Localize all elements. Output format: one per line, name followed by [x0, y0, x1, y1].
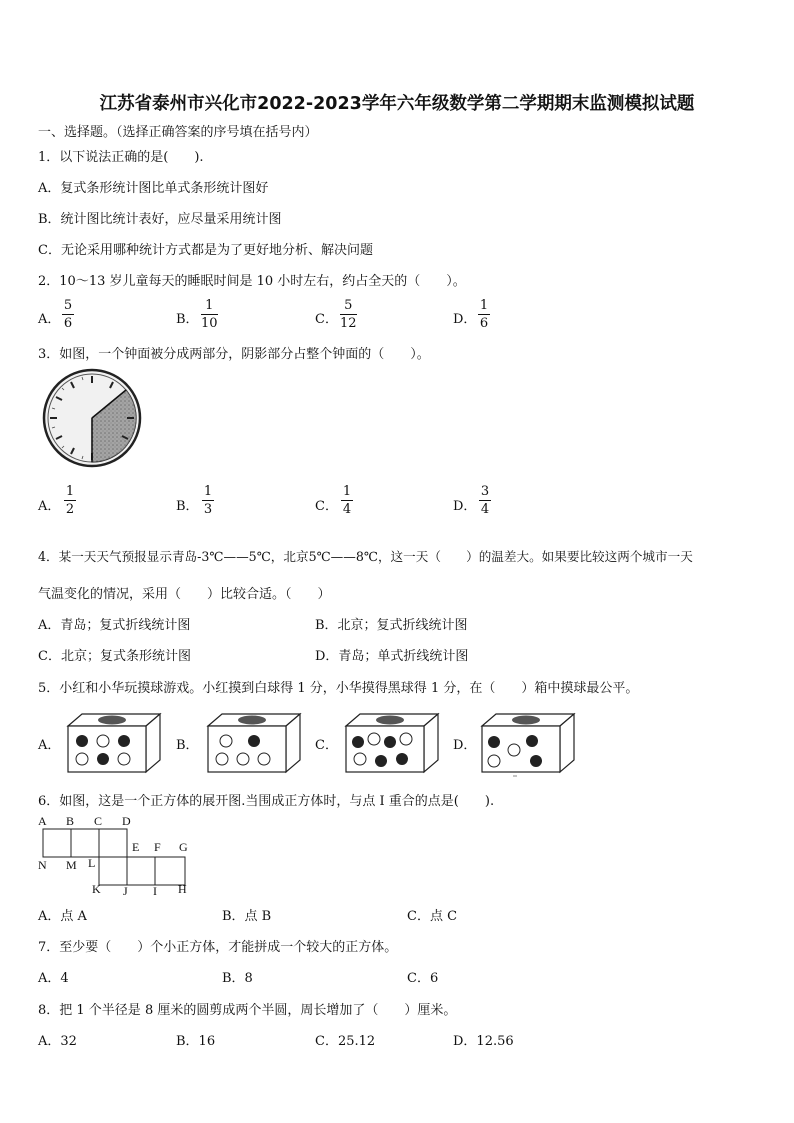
q4-option-c: C．北京；复式条形统计图	[38, 649, 191, 664]
q7-option-a: A．4	[38, 971, 69, 986]
cube-point-e: E	[132, 840, 140, 854]
q3-option-b-label: B．	[176, 499, 199, 514]
q4-option-a: A．青岛；复式折线统计图	[38, 618, 191, 633]
cube-point-d: D	[122, 814, 131, 828]
q2-option-d-label: D．	[453, 312, 477, 327]
q4-stem-line2: 气温变化的情况，采用（ ）比较合适。（ ）	[38, 587, 331, 602]
cube-point-f: F	[154, 840, 161, 854]
cube-point-h: H	[178, 882, 187, 896]
q1-option-c: C．无论采用哪种统计方式都是为了更好地分析、解决问题	[38, 243, 373, 258]
q5-option-a-label: A．	[38, 738, 61, 753]
section-heading: 一、选择题。（选择正确答案的序号填在括号内）	[38, 125, 318, 140]
q4-option-d: D．青岛；单式折线统计图	[315, 649, 469, 664]
q6-option-a: A．点 A	[38, 909, 87, 924]
q3-option-d-label: D．	[453, 499, 477, 514]
cube-point-n: N	[38, 858, 47, 872]
cube-point-j: J	[123, 884, 128, 898]
q6-option-b: B．点 B	[222, 909, 272, 924]
q8-option-c: C．25.12	[315, 1034, 376, 1049]
q8-stem: 8．把 1 个半径是 8 厘米的圆剪成两个半圆，周长增加了（ ）厘米。	[38, 1003, 457, 1018]
q2-option-c-fraction: 5 12	[340, 298, 357, 331]
q3-option-b-fraction: 1 3	[203, 484, 213, 517]
q2-option-c-label: C．	[315, 312, 338, 327]
q5-option-b-label: B．	[176, 738, 199, 753]
q3-option-c-fraction: 1 4	[342, 484, 352, 517]
q5-option-c-label: C．	[315, 738, 338, 753]
q5-box-d-figure	[480, 712, 576, 778]
q3-option-a-label: A．	[38, 499, 61, 514]
cube-net-figure	[42, 828, 192, 898]
q2-stem: 2．10～13 岁儿童每天的睡眠时间是 10 小时左右，约占全天的（ ）。	[38, 274, 466, 289]
cube-point-a: A	[38, 814, 47, 828]
q6-stem: 6．如图，这是一个正方体的展开图.当围成正方体时，与点 I 重合的点是( ).	[38, 794, 495, 809]
q4-stem-line1: 4．某一天天气预报显示青岛-3℃——5℃，北京5℃——8℃，这一天（ ）的温差大。如果要比较这两个城市一天	[38, 549, 693, 564]
q1-option-b: B．统计图比统计表好，应尽量采用统计图	[38, 212, 282, 227]
q7-option-c: C．6	[407, 971, 439, 986]
q8-option-b: B．16	[176, 1034, 216, 1049]
q7-stem: 7．至少要（ ）个小正方体，才能拼成一个较大的正方体。	[38, 940, 398, 955]
cube-point-g: G	[179, 840, 188, 854]
q6-option-c: C．点 C	[407, 909, 458, 924]
q8-option-a: A．32	[38, 1034, 77, 1049]
q2-option-b-label: B．	[176, 312, 199, 327]
q2-option-a-fraction: 5 6	[63, 298, 73, 331]
q2-option-a-label: A．	[38, 312, 61, 327]
q1-option-a: A．复式条形统计图比单式条形统计图好	[38, 181, 269, 196]
q2-option-b-fraction: 1 10	[201, 298, 218, 331]
q5-box-a-figure	[66, 712, 162, 774]
q5-box-b-figure	[206, 712, 302, 774]
q1-stem: 1．以下说法正确的是( ).	[38, 150, 204, 165]
q3-stem: 3．如图，一个钟面被分成两部分，阴影部分占整个钟面的（ ）。	[38, 347, 430, 362]
q7-option-b: B．8	[222, 971, 253, 986]
clock-face-figure	[40, 368, 144, 470]
q8-option-d: D．12.56	[453, 1034, 514, 1049]
q5-box-c-figure	[344, 712, 440, 774]
q2-option-d-fraction: 1 6	[479, 298, 489, 331]
cube-point-b: B	[66, 814, 75, 828]
q3-option-d-fraction: 3 4	[480, 484, 490, 517]
cube-point-k: K	[92, 882, 101, 896]
q3-option-a-fraction: 1 2	[65, 484, 75, 517]
cube-point-i: I	[153, 884, 157, 898]
cube-point-l: L	[88, 856, 96, 870]
page-title: 江苏省泰州市兴化市2022-2023学年六年级数学第二学期期末监测模拟试题	[99, 94, 695, 114]
q5-option-d-label: D．	[453, 738, 477, 753]
cube-point-c: C	[94, 814, 103, 828]
q3-option-c-label: C．	[315, 499, 338, 514]
q5-stem: 5．小红和小华玩摸球游戏。小红摸到白球得 1 分，小华摸得黑球得 1 分，在（ ）箱中摸球最公平。	[38, 681, 639, 696]
q4-option-b: B．北京；复式折线统计图	[315, 618, 468, 633]
cube-point-m: M	[66, 858, 77, 872]
